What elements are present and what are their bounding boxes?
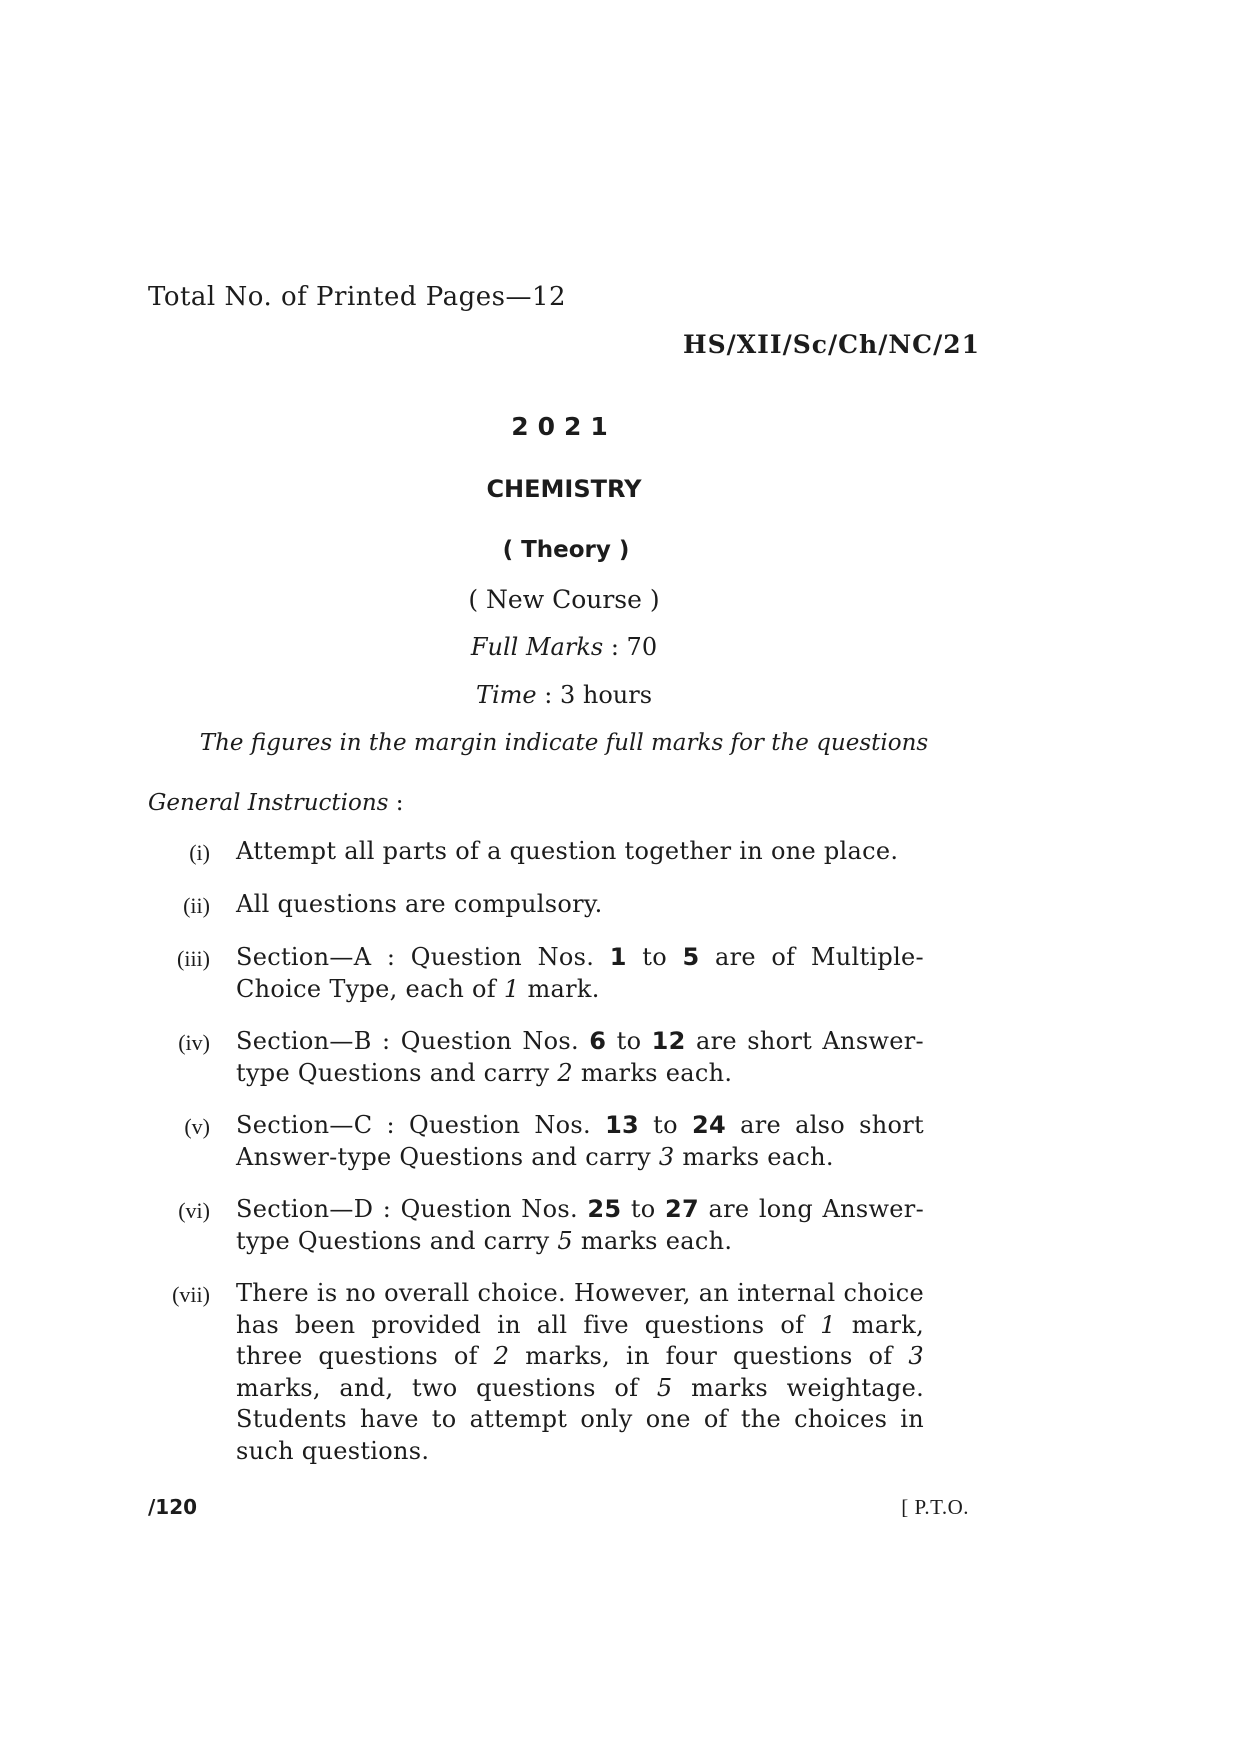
figures-note: The figures in the margin indicate full marks for the questions: [199, 730, 929, 756]
paper-code: HS/XII/Sc/Ch/NC/21: [682, 330, 980, 359]
full-marks-label: Full Marks: [470, 633, 604, 661]
general-instructions-label: General Instructions: [148, 790, 389, 816]
page-serial: /120: [148, 1495, 198, 1519]
paper-type: ( Theory ): [502, 537, 630, 563]
instruction-text: Attempt all parts of a question together in one place.: [236, 837, 899, 865]
full-marks: [148, 633, 980, 661]
instruction-number: (iv): [178, 1030, 210, 1055]
course-type: ( New Course ): [468, 585, 660, 614]
subject-title: CHEMISTRY: [486, 475, 642, 503]
time-value: : 3 hours: [544, 681, 653, 709]
exam-year: 2021: [511, 412, 617, 441]
full-marks-value: : 70: [610, 633, 658, 661]
instruction-number: (vii): [172, 1282, 210, 1307]
instruction-number: (i): [189, 840, 210, 865]
instruction-text: There is no overall choice. However, an internal choice has been provided in all five questions of 1 mark, three questions of 2 marks, in four questions of 3 marks, and, two questions of 5 marks weightage. Students have to attempt only one of the choices in such questions.: [236, 1279, 925, 1465]
instruction-text: All questions are compulsory.: [236, 890, 603, 918]
instruction-text: Section—A : Question Nos. 1 to 5 are of Multiple-Choice Type, each of 1 mark.: [236, 943, 924, 1003]
please-turn-over: [ P.T.O.: [901, 1495, 969, 1519]
time-label: Time: [475, 681, 537, 709]
general-instructions-heading: [148, 790, 404, 816]
instruction-text: Section—D : Question Nos. 25 to 27 are long Answer-type Questions and carry 5 marks each.: [236, 1195, 924, 1255]
total-printed-pages: Total No. of Printed Pages—12: [148, 282, 567, 312]
instruction-number: (iii): [177, 946, 210, 971]
instruction-number: (v): [184, 1114, 210, 1139]
exam-time: [148, 681, 980, 709]
general-instructions-colon: :: [388, 790, 404, 816]
instruction-number: (ii): [183, 893, 210, 918]
instruction-text: Section—B : Question Nos. 6 to 12 are short Answer-type Questions and carry 2 marks each.: [236, 1027, 924, 1087]
instruction-text: Section—C : Question Nos. 13 to 24 are also short Answer-type Questions and carry 3 marks each.: [236, 1111, 924, 1171]
instruction-number: (vi): [178, 1198, 210, 1223]
